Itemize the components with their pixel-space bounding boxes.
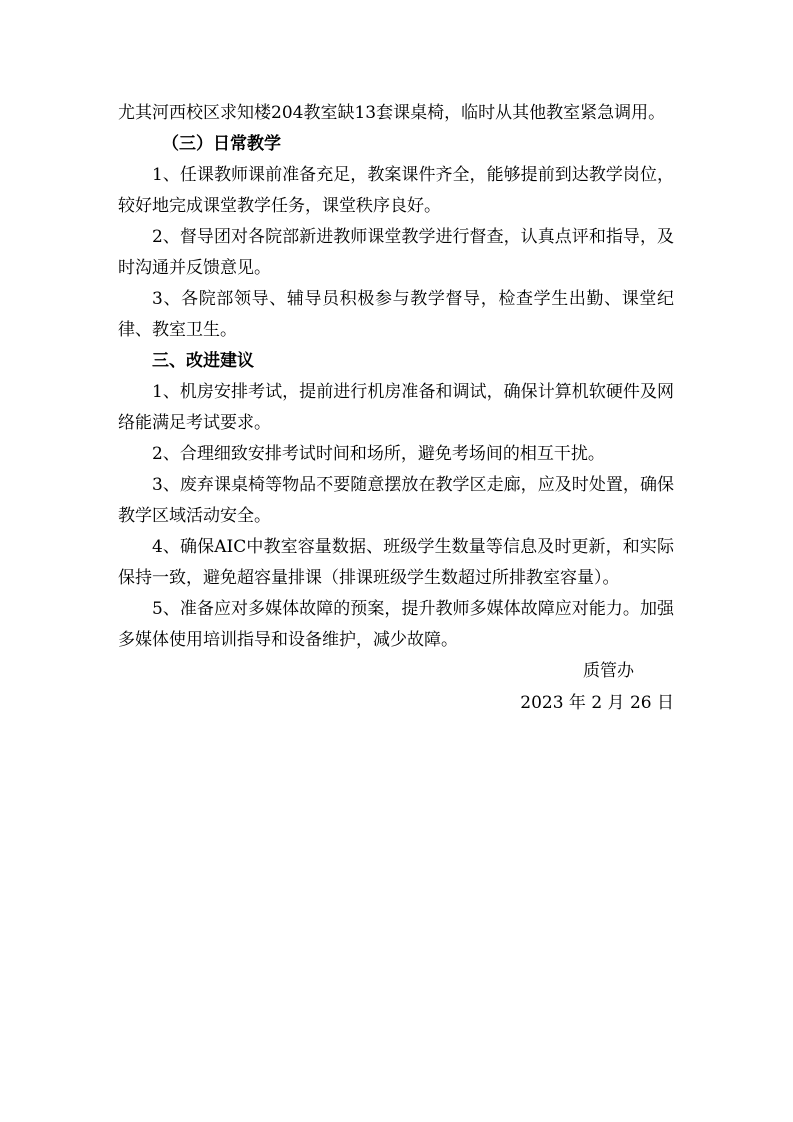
signature-organization: 质管办 <box>583 661 634 681</box>
signature-date: 2023 年 2 月 26 日 <box>520 693 674 713</box>
suggestion-item-2: 2、合理细致安排考试时间和场所，避免考场间的相互干扰。 <box>152 444 605 464</box>
suggestion-item-5: 5、准备应对多媒体故障的预案，提升教师多媒体故障应对能力。加强多媒体使用培训指导和设备维护，减少故障。 <box>118 599 674 650</box>
suggestion-item-3: 3、废弃课桌椅等物品不要随意摆放在教学区走廊，应及时处置，确保教学区域活动安全。 <box>118 475 674 526</box>
suggestion-item-1: 1、机房安排考试，提前进行机房准备和调试，确保计算机软硬件及网络能满足考试要求。 <box>118 382 674 433</box>
suggestion-item-4: 4、确保AIC中教室容量数据、班级学生数量等信息及时更新，和实际保持一致，避免超容量排课（排课班级学生数超过所排教室容量）。 <box>118 537 674 588</box>
daily-teaching-item-2: 2、督导团对各院部新进教师课堂教学进行督查，认真点评和指导，及时沟通并反馈意见。 <box>118 227 674 278</box>
daily-teaching-item-1: 1、任课教师课前准备充足，教案课件齐全，能够提前到达教学岗位，较好地完成课堂教学任务，课堂秩序良好。 <box>118 165 674 216</box>
section-heading-daily-teaching: （三）日常教学 <box>162 134 281 154</box>
document-body <box>118 98 674 719</box>
daily-teaching-item-3: 3、各院部领导、辅导员积极参与教学督导，检查学生出勤、课堂纪律、教室卫生。 <box>118 289 674 340</box>
section-heading-suggestions: 三、改进建议 <box>152 351 254 371</box>
continuation-paragraph: 尤其河西校区求知楼204教室缺13套课桌椅，临时从其他教室紧急调用。 <box>118 103 666 123</box>
